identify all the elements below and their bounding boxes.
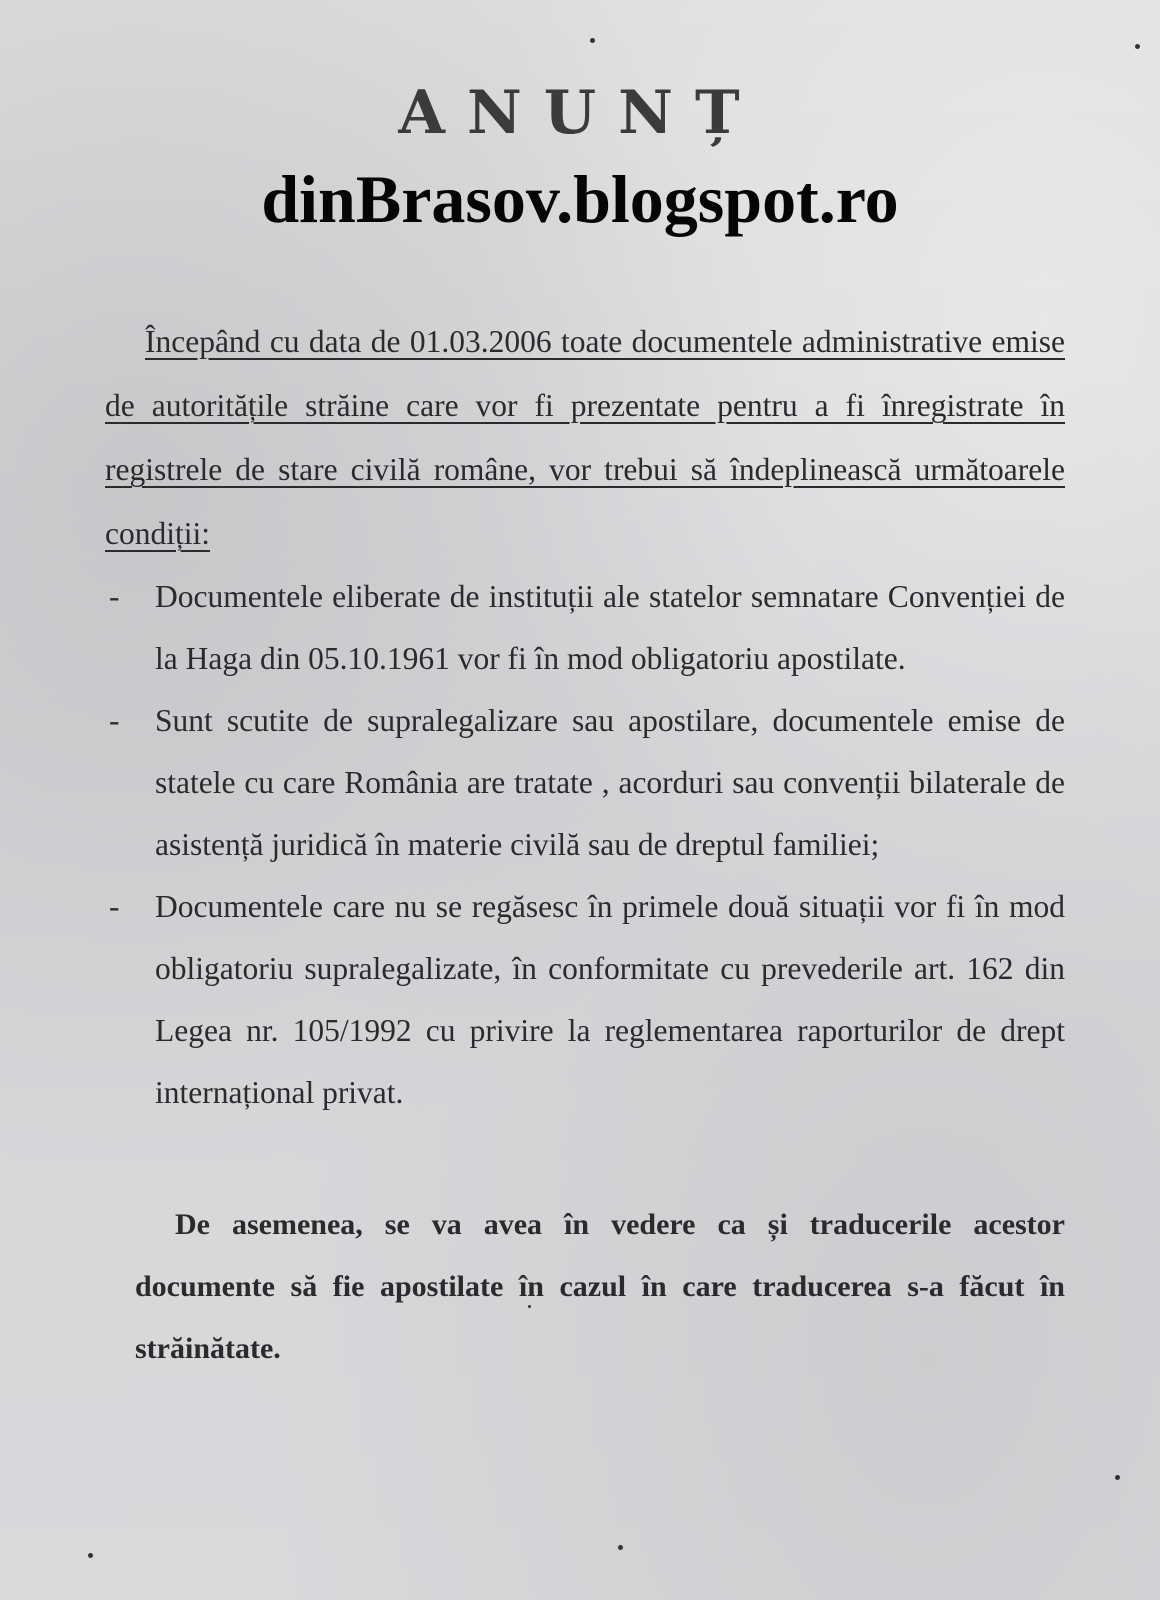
- list-item-text: Documentele eliberate de instituții ale statelor semnatare Convenției de la Haga din 05.10.1961 vor fi în mod obligatoriu apostilate.: [155, 579, 1065, 676]
- intro-text: Începând cu data de 01.03.2006 toate documentele administrative emise de autoritățile străine care vor fi prezentate pentru a fi înregistrate în registrele de stare civilă române, vor trebui să îndeplinească următoarele condiții:: [105, 324, 1065, 551]
- list-dash: -: [109, 703, 120, 738]
- paper-speck: [1115, 1475, 1120, 1480]
- paper-speck: [618, 1545, 623, 1550]
- paper-speck: [590, 38, 595, 43]
- list-dash: -: [109, 579, 120, 614]
- intro-paragraph: [105, 310, 1065, 566]
- closing-paragraph: De asemenea, se va avea în vedere ca și traducerile acestor documente să fie apostilate în cazul în care traducerea s-a făcut în străinătate.: [135, 1208, 1065, 1365]
- list-item-text: Documentele care nu se regăsesc în primele două situații vor fi în mod obligatoriu supralegalizate, în conformitate cu prevederile art. 162 din Legea nr. 105/1992 cu privire la reglementarea raporturilor de drept internațional privat.: [155, 889, 1065, 1110]
- paper-speck: [528, 1305, 531, 1308]
- conditions-list: [105, 566, 1065, 1124]
- paper-speck: [88, 1553, 93, 1558]
- notice-body: [105, 310, 1065, 1380]
- list-item: [105, 876, 1065, 1124]
- list-item: [105, 690, 1065, 876]
- list-item-text: Sunt scutite de supralegalizare sau apostilare, documentele emise de statele cu care România are tratate , acorduri sau convenții bilaterale de asistență juridică în materie civilă sau de dreptul familiei;: [155, 703, 1065, 862]
- list-dash: -: [109, 889, 120, 924]
- list-item: [105, 566, 1065, 690]
- notice-title: ANUNȚ: [398, 78, 762, 148]
- paper-speck: [1135, 44, 1140, 49]
- blog-watermark: dinBrasov.blogspot.ro: [261, 161, 899, 237]
